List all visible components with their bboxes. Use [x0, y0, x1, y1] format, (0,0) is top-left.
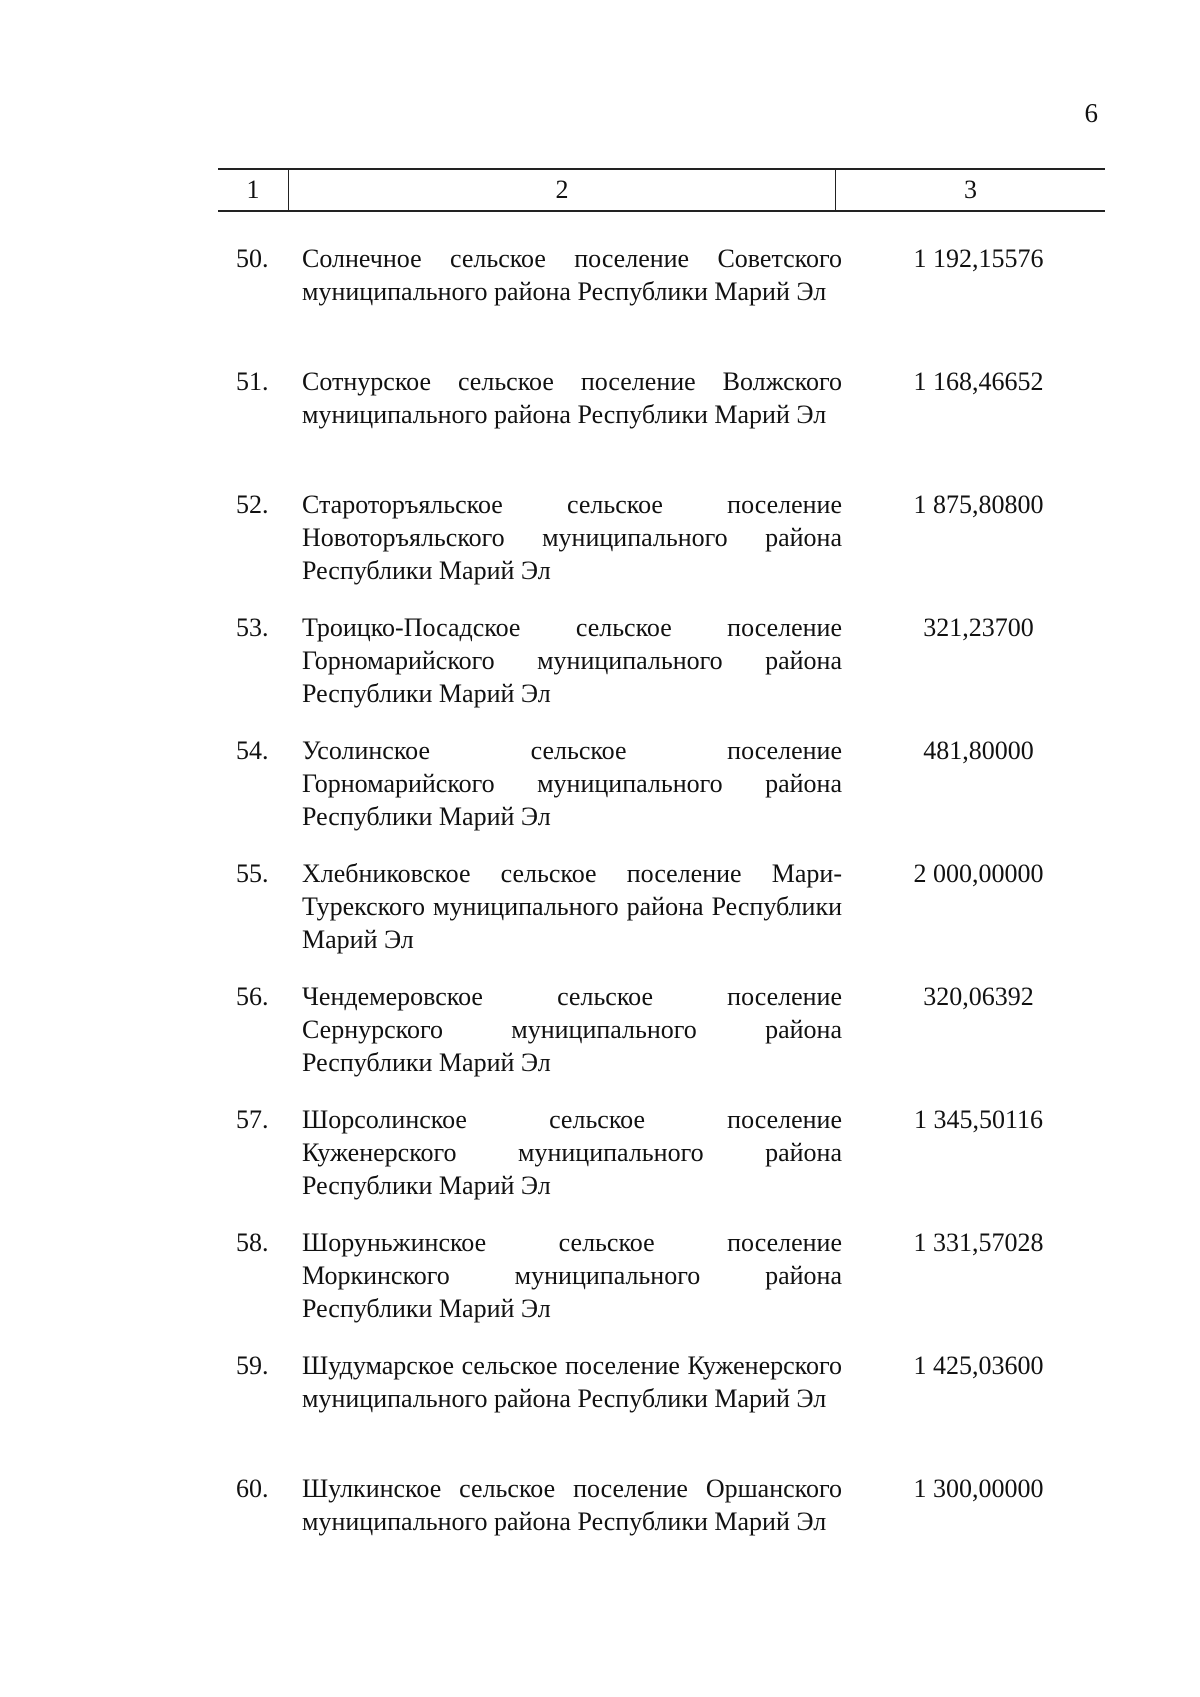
settlements-table	[218, 168, 1105, 1595]
settlement-name: Хлебниковское сельское поселение Мари-Турекского муниципального района Республики Марий Эл	[302, 859, 842, 954]
amount-value: 1 875,80800	[913, 490, 1044, 519]
settlement-name: Староторъяльское сельское поселение Новоторъяльского муниципального района Республики Марий Эл	[302, 490, 842, 585]
table-row	[218, 488, 1105, 611]
settlement-name: Шорсолинское сельское поселение Куженерского муниципального района Республики Марий Эл	[302, 1105, 842, 1200]
settlement-name: Чендемеровское сельское поселение Сернурского муниципального района Республики Марий Эл	[302, 982, 842, 1077]
row-number: 54.	[236, 736, 269, 765]
table-row	[218, 1103, 1105, 1226]
amount-value: 1 300,00000	[913, 1474, 1044, 1503]
page-number: 6	[1084, 98, 1098, 128]
settlement-name: Сотнурское сельское поселение Волжского муниципального района Республики Марий Эл	[302, 367, 842, 429]
amount-value: 1 192,15576	[913, 244, 1044, 273]
table-row	[218, 980, 1105, 1103]
settlement-name: Шоруньжинское сельское поселение Моркинского муниципального района Республики Марий Эл	[302, 1228, 842, 1323]
row-number: 56.	[236, 982, 269, 1011]
row-number: 50.	[236, 244, 269, 273]
amount-value: 1 425,03600	[913, 1351, 1044, 1380]
settlement-name: Троицко-Посадское сельское поселение Горномарийского муниципального района Республики Марий Эл	[302, 613, 842, 708]
row-number: 57.	[236, 1105, 269, 1134]
row-number: 52.	[236, 490, 269, 519]
row-number: 59.	[236, 1351, 269, 1380]
row-number: 60.	[236, 1474, 269, 1503]
settlement-name: Солнечное сельское поселение Советского муниципального района Республики Марий Эл	[302, 244, 842, 306]
header-col-3: 3	[964, 175, 977, 204]
header-col-1: 1	[246, 175, 260, 204]
table-row	[218, 1226, 1105, 1349]
amount-value: 1 331,57028	[913, 1228, 1044, 1257]
amount-value: 1 168,46652	[913, 367, 1044, 396]
header-col-2: 2	[288, 170, 836, 210]
table-row	[218, 1349, 1105, 1472]
amount-value: 321,23700	[923, 613, 1034, 642]
amount-value: 1 345,50116	[913, 1105, 1044, 1134]
row-number: 53.	[236, 613, 269, 642]
table-row	[218, 857, 1105, 980]
amount-value: 481,80000	[923, 736, 1034, 765]
settlement-name: Шудумарское сельское поселение Куженерского муниципального района Республики Марий Эл	[302, 1351, 842, 1413]
settlement-name: Усолинское сельское поселение Горномарийского муниципального района Республики Марий Эл	[302, 736, 842, 831]
settlement-name: Шулкинское сельское поселение Оршанского муниципального района Республики Марий Эл	[302, 1474, 842, 1536]
amount-value: 2 000,00000	[913, 859, 1044, 888]
table-row	[218, 365, 1105, 488]
table-row	[218, 242, 1105, 365]
table-header	[218, 168, 1105, 212]
amount-value: 320,06392	[923, 982, 1034, 1011]
row-number: 55.	[236, 859, 269, 888]
table-row	[218, 611, 1105, 734]
table-row	[218, 1472, 1105, 1595]
table-row	[218, 734, 1105, 857]
row-number: 58.	[236, 1228, 269, 1257]
row-number: 51.	[236, 367, 269, 396]
table-body	[218, 242, 1105, 1595]
